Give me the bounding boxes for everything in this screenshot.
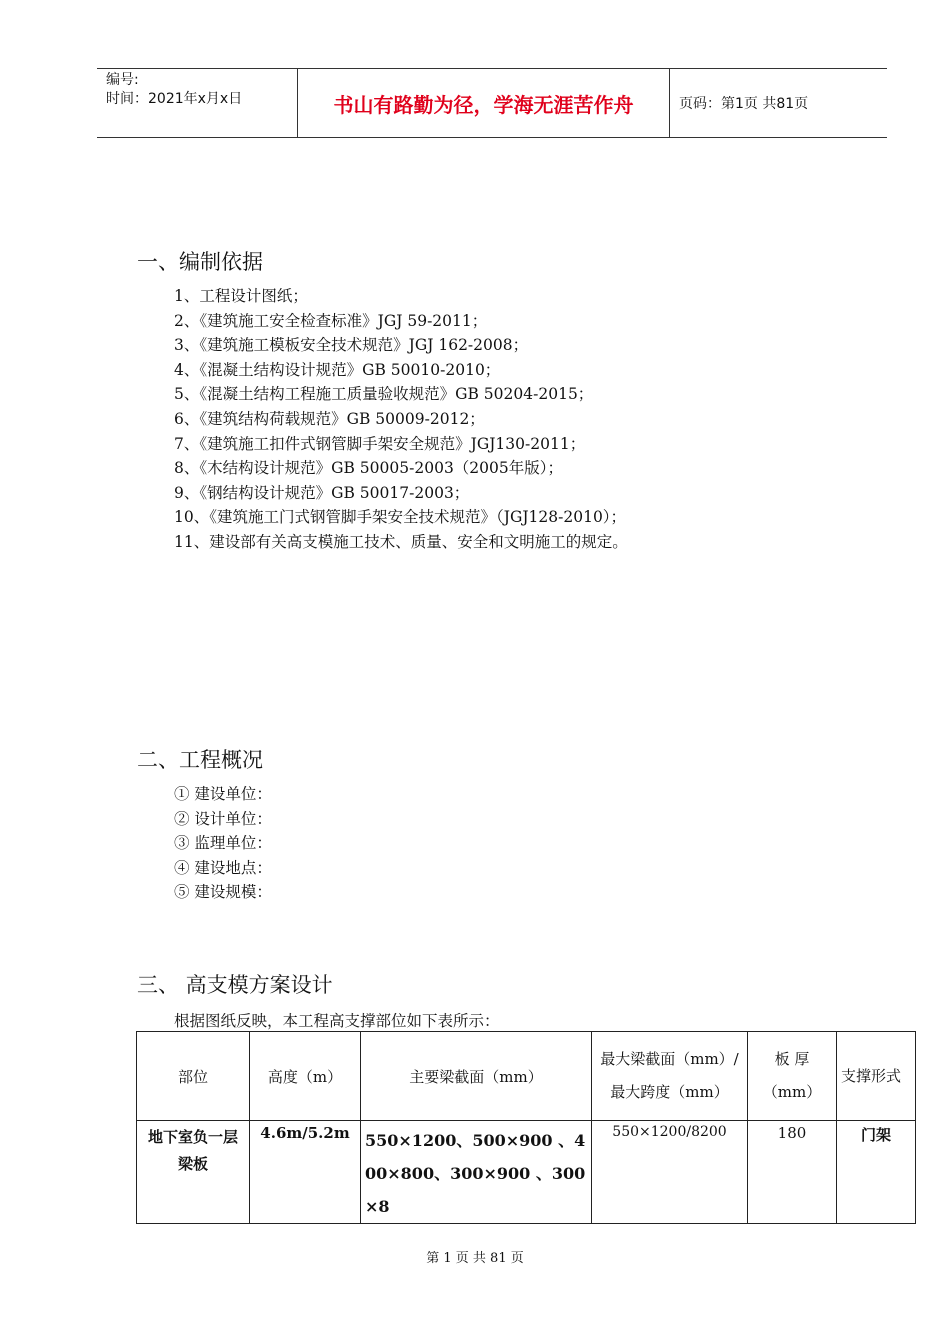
list-item: 8、《木结构设计规范》GB 50005-2003（2005年版）； [174, 459, 563, 478]
header-cell: 板 厚（mm） [748, 1032, 837, 1121]
list-item: 2、《建筑施工安全检查标准》JGJ 59-2011； [174, 311, 488, 330]
table-header-row [137, 1032, 916, 1121]
reference-list [174, 284, 628, 555]
intro-paragraph: 根据图纸反映，本工程高支撑部位如下表所示： [174, 1012, 500, 1030]
table-row [137, 1121, 916, 1224]
support-table [136, 1031, 916, 1224]
section-title: 二、工程概况 [137, 748, 263, 772]
list-item: 5、《混凝土结构工程施工质量验收规范》GB 50204-2015； [174, 385, 594, 404]
list-item: 10、《建筑施工门式钢管脚手架安全技术规范》（JGJ128-2010）； [174, 508, 627, 527]
document-header [97, 68, 887, 138]
header-page-info: 页码：第1页 共81页 [679, 96, 809, 112]
header-cell: 支撑形式 [837, 1032, 916, 1121]
table-cell: 4.6m/5.2m [250, 1121, 361, 1224]
header-cell: 高度（m） [250, 1032, 361, 1121]
header-cell: 部位 [137, 1032, 250, 1121]
list-item: ② 设计单位： [174, 809, 272, 828]
list-item: ④ 建设地点： [174, 858, 272, 877]
list-item: 9、《钢结构设计规范》GB 50017-2003； [174, 483, 470, 502]
header-divider [669, 69, 670, 137]
header-motto: 书山有路勤为径，学海无涯苦作舟 [333, 92, 634, 117]
page-footer: 第 1 页 共 81 页 [426, 1251, 524, 1266]
list-item: 3、《建筑施工模板安全技术规范》JGJ 162-2008； [174, 336, 529, 355]
table-cell: 门架 [837, 1121, 916, 1224]
header-meta [97, 69, 297, 137]
list-item: ① 建设单位： [174, 785, 272, 803]
list-item: 6、《建筑结构荷载规范》GB 50009-2012； [174, 409, 485, 428]
section-title: 一、编制依据 [137, 250, 263, 274]
serial-label: 编号: [106, 72, 139, 88]
header-cell: 主要梁截面（mm） [361, 1032, 592, 1121]
table-cell: 地下室负一层梁板 [137, 1121, 250, 1224]
list-item: 11、建设部有关高支模施工技术、质量、安全和文明施工的规定。 [174, 532, 628, 551]
list-item: 4、《混凝土结构设计规范》GB 50010-2010； [174, 360, 501, 379]
list-item: 1、工程设计图纸； [174, 287, 308, 305]
table-cell: 180 [748, 1121, 837, 1224]
list-item: ⑤ 建设规模： [174, 883, 272, 902]
header-cell: 最大梁截面（mm）/最大跨度（mm） [592, 1032, 748, 1121]
overview-list [174, 782, 272, 905]
table-cell: 550×1200/8200 [592, 1121, 748, 1224]
list-item: ③ 监理单位： [174, 834, 272, 853]
section-title: 三、 高支模方案设计 [137, 973, 333, 997]
table-cell: 550×1200、500×900 、400×800、300×900 、300×8 [361, 1121, 592, 1224]
list-item: 7、《建筑施工扣件式钢管脚手架安全规范》JGJ130-2011； [174, 434, 586, 453]
date-line: 时间：2021年x月x日 [106, 91, 243, 107]
